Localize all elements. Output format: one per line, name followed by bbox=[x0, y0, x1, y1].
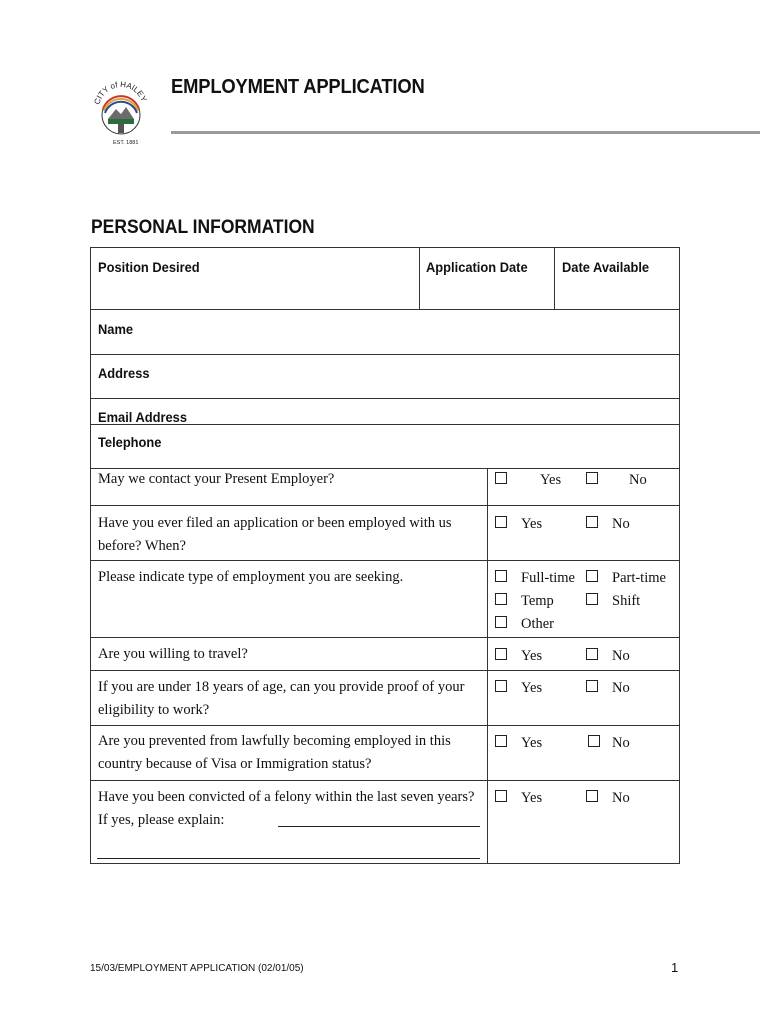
checkbox-full-time[interactable] bbox=[495, 570, 507, 582]
option-label: Full-time bbox=[521, 570, 575, 586]
row-divider bbox=[91, 398, 679, 399]
option-label: No bbox=[612, 735, 630, 751]
checkbox-other[interactable] bbox=[495, 616, 507, 628]
checkbox-yes[interactable] bbox=[495, 516, 507, 528]
explain-underline[interactable] bbox=[97, 858, 480, 859]
page-number: 1 bbox=[671, 960, 679, 975]
option-label: Yes bbox=[521, 516, 543, 532]
page-title: EMPLOYMENT APPLICATION bbox=[171, 76, 425, 98]
question-filed-before: Have you ever filed an application or been employed with us before? When? bbox=[98, 515, 452, 554]
row-divider bbox=[91, 505, 679, 506]
checkbox-part-time[interactable] bbox=[586, 570, 598, 582]
option-label: Yes bbox=[521, 790, 543, 806]
application-date-label: Application Date bbox=[426, 259, 528, 275]
address-label: Address bbox=[98, 365, 150, 381]
svg-text:EST. 1881: EST. 1881 bbox=[113, 140, 139, 146]
checkbox-yes[interactable] bbox=[495, 648, 507, 660]
option-label: Yes bbox=[521, 648, 543, 664]
row-divider bbox=[91, 560, 679, 561]
col-divider bbox=[554, 248, 555, 309]
question-contact-employer: May we contact your Present Employer? bbox=[98, 471, 335, 487]
checkbox-no[interactable] bbox=[586, 516, 598, 528]
row-divider bbox=[91, 780, 679, 781]
checkbox-no[interactable] bbox=[586, 680, 598, 692]
col-divider bbox=[487, 468, 488, 863]
option-label: Yes bbox=[521, 735, 543, 751]
option-label: Other bbox=[521, 616, 555, 632]
option-label: No bbox=[629, 472, 647, 488]
city-seal-logo bbox=[89, 73, 153, 147]
option-label: Temp bbox=[521, 593, 554, 609]
email-label: Email Address bbox=[98, 409, 188, 425]
option-label: No bbox=[612, 516, 630, 532]
checkbox-yes[interactable] bbox=[495, 680, 507, 692]
telephone-label: Telephone bbox=[98, 434, 162, 450]
checkbox-temp[interactable] bbox=[495, 593, 507, 605]
explain-underline[interactable] bbox=[278, 826, 480, 827]
name-label: Name bbox=[98, 321, 134, 337]
row-divider bbox=[91, 354, 679, 355]
row-divider bbox=[91, 670, 679, 671]
checkbox-no[interactable] bbox=[588, 735, 600, 747]
checkbox-no[interactable] bbox=[586, 472, 598, 484]
checkbox-no[interactable] bbox=[586, 648, 598, 660]
option-label: Yes bbox=[540, 472, 562, 488]
row-divider bbox=[91, 725, 679, 726]
row-divider bbox=[91, 637, 679, 638]
checkbox-yes[interactable] bbox=[495, 472, 507, 484]
question-employment-type: Please indicate type of employment you are seeking. bbox=[98, 569, 404, 585]
option-label: No bbox=[612, 680, 630, 696]
option-label: No bbox=[612, 790, 630, 806]
row-divider bbox=[91, 309, 679, 310]
col-divider bbox=[419, 248, 420, 309]
checkbox-no[interactable] bbox=[586, 790, 598, 802]
checkbox-shift[interactable] bbox=[586, 593, 598, 605]
title-rule bbox=[171, 131, 760, 134]
question-felony: Have you been convicted of a felony within the last seven years? If yes, please explain: bbox=[98, 789, 475, 828]
question-under-18: If you are under 18 years of age, can you provide proof of your eligibility to work? bbox=[98, 679, 465, 718]
option-label: No bbox=[612, 648, 630, 664]
svg-text:CITY of HAILEY: CITY of HAILEY bbox=[92, 79, 149, 106]
position-desired-label: Position Desired bbox=[98, 259, 200, 275]
checkbox-yes[interactable] bbox=[495, 735, 507, 747]
footer-doc-id: 15/03/EMPLOYMENT APPLICATION (02/01/05) bbox=[90, 963, 304, 974]
personal-info-form bbox=[90, 247, 680, 864]
date-available-label: Date Available bbox=[562, 259, 650, 275]
option-label: Part-time bbox=[612, 570, 666, 586]
option-label: Yes bbox=[521, 680, 543, 696]
question-visa-status: Are you prevented from lawfully becoming employed in this country because of Visa or Immigration status? bbox=[98, 733, 451, 772]
section-title: PERSONAL INFORMATION bbox=[91, 217, 315, 238]
option-label: Shift bbox=[612, 593, 641, 609]
question-travel: Are you willing to travel? bbox=[98, 646, 248, 662]
checkbox-yes[interactable] bbox=[495, 790, 507, 802]
